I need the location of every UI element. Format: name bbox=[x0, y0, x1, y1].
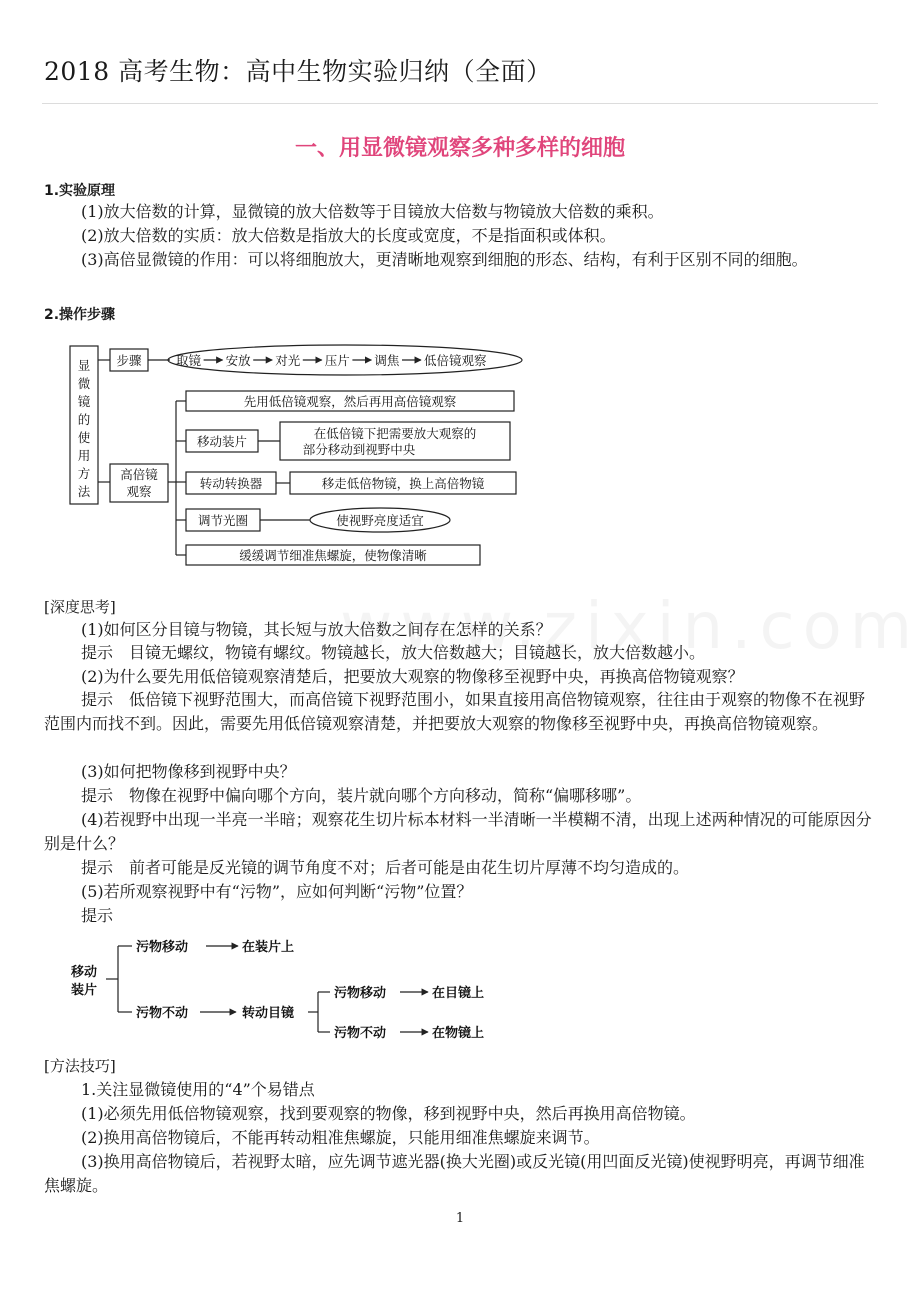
page-number: 1 bbox=[455, 1211, 465, 1226]
d2-bottom: 污物不动 bbox=[136, 1006, 189, 1021]
dirt-location-diagram bbox=[60, 932, 520, 1044]
principle-label: 1.实验原理 bbox=[44, 183, 116, 199]
high-label-1: 高倍镜 bbox=[120, 467, 158, 482]
adjust-note-label: 使视野亮度适宜 bbox=[336, 513, 424, 528]
d2-sub-top: 污物移动 bbox=[334, 986, 387, 1001]
d2-turn: 转动目镜 bbox=[242, 1006, 295, 1021]
deep-q4: (4)若视野中出现一半亮一半暗；观察花生切片标本材料一半清晰一半模糊不清，出现上述两种情况的可能原因分别是什么？ bbox=[44, 810, 872, 853]
deep-a4: 提示 前者可能是反光镜的调节角度不对；后者可能是由花生切片厚薄不均匀造成的。 bbox=[81, 858, 690, 877]
move-note-line-2: 部分移动到视野中央 bbox=[302, 442, 416, 457]
d2-sub-bottom-result: 在物镜上 bbox=[432, 1026, 485, 1041]
deep-a3: 提示 物像在视野中偏向哪个方向，装片就向哪个方向移动，简称“偏哪移哪”。 bbox=[81, 786, 642, 805]
d2-root-1: 移动 bbox=[70, 965, 98, 980]
deep-thinking-label: [深度思考] bbox=[44, 598, 116, 616]
flow-step-3: 压片 bbox=[324, 353, 350, 368]
d2-sub-bottom: 污物不动 bbox=[334, 1026, 387, 1041]
flow-step-0: 取镜 bbox=[176, 353, 202, 368]
flow-step-1: 安放 bbox=[225, 353, 251, 368]
d2-top-result: 在装片上 bbox=[242, 940, 295, 955]
deep-a2: 提示 低倍镜下视野范围大，而高倍镜下视野范围小，如果直接用高倍物镜观察，往往由于观察的物像不在视野范围内而找不到。因此，需要先用低倍镜观察清楚，并把要放大观察的物像移至视野中央，再换高倍物镜观察。 bbox=[44, 690, 866, 733]
tip-3: (3)换用高倍物镜后，若视野太暗，应先调节遮光器(换大光圈)或反光镜(用凹面反光镜)使视野明亮，再调节细准焦螺旋。 bbox=[44, 1152, 865, 1195]
root-char-2: 镜 bbox=[77, 394, 91, 409]
deep-a5: 提示 bbox=[81, 906, 114, 925]
section-heading: 一、用显微镜观察多种多样的细胞 bbox=[294, 136, 625, 161]
microscope-usage-diagram bbox=[60, 338, 540, 574]
flow-step-4: 调焦 bbox=[374, 353, 400, 368]
high-label-2: 观察 bbox=[126, 484, 152, 499]
root-char-0: 显 bbox=[77, 358, 91, 373]
principle-item-2: (2)放大倍数的实质：放大倍数是指放大的长度或宽度，不是指面积或体积。 bbox=[81, 226, 616, 245]
steps-label: 2.操作步骤 bbox=[44, 307, 116, 323]
principle-item-1: (1)放大倍数的计算，显微镜的放大倍数等于目镜放大倍数与物镜放大倍数的乘积。 bbox=[81, 202, 664, 221]
root-char-4: 使 bbox=[77, 430, 91, 445]
adjust-label: 调节光圈 bbox=[197, 513, 249, 528]
root-char-7: 法 bbox=[77, 484, 91, 499]
focus-label: 缓缓调节细准焦螺旋，使物像清晰 bbox=[239, 548, 427, 563]
deep-q3: (3)如何把物像移到视野中央？ bbox=[81, 762, 296, 781]
deep-q2: (2)为什么要先用低倍镜观察清楚后，把要放大观察的物像移至视野中央，再换高倍物镜观察？ bbox=[81, 667, 744, 686]
root-char-6: 方 bbox=[77, 466, 91, 481]
deep-q1: (1)如何区分目镜与物镜，其长短与放大倍数之间存在怎样的关系？ bbox=[81, 620, 552, 639]
root-char-3: 的 bbox=[77, 412, 91, 427]
d2-top: 污物移动 bbox=[136, 940, 189, 955]
method-tips-label: [方法技巧] bbox=[44, 1057, 116, 1075]
root-char-5: 用 bbox=[77, 448, 91, 463]
deep-q5: (5)若所观察视野中有“污物”，应如何判断“污物”位置？ bbox=[81, 882, 473, 901]
first-label: 先用低倍镜观察，然后再用高倍镜观察 bbox=[243, 394, 457, 409]
principle-item-3: (3)高倍显微镜的作用：可以将细胞放大，更清晰地观察到细胞的形态、结构，有利于区别不同的细胞。 bbox=[81, 250, 808, 269]
d2-root-2: 装片 bbox=[70, 983, 98, 998]
tip-1: (1)必须先用低倍物镜观察，找到要观察的物像，移到视野中央，然后再换用高倍物镜。 bbox=[81, 1104, 696, 1123]
root-char-1: 微 bbox=[77, 376, 91, 391]
d2-sub-top-result: 在目镜上 bbox=[432, 986, 485, 1001]
turn-note-label: 移走低倍物镜，换上高倍物镜 bbox=[321, 476, 485, 491]
flow-step-5: 低倍镜观察 bbox=[424, 353, 487, 368]
move-note-line-1: 在低倍镜下把需要放大观察的 bbox=[313, 426, 477, 441]
move-label: 移动装片 bbox=[196, 434, 248, 449]
tips-heading: 1.关注显微镜使用的“4”个易错点 bbox=[81, 1080, 315, 1099]
deep-a1: 提示 目镜无螺纹，物镜有螺纹。物镜越长，放大倍数越大；目镜越长，放大倍数越小。 bbox=[81, 643, 706, 662]
title-divider bbox=[42, 103, 878, 104]
turn-label: 转动转换器 bbox=[199, 476, 263, 491]
tip-2: (2)换用高倍物镜后，不能再转动粗准焦螺旋，只能用细准焦螺旋来调节。 bbox=[81, 1128, 600, 1147]
document-title: 2018 高考生物：高中生物实验归纳（全面） bbox=[44, 57, 552, 86]
step-label: 步骤 bbox=[116, 353, 142, 368]
flow-step-2: 对光 bbox=[275, 353, 301, 368]
